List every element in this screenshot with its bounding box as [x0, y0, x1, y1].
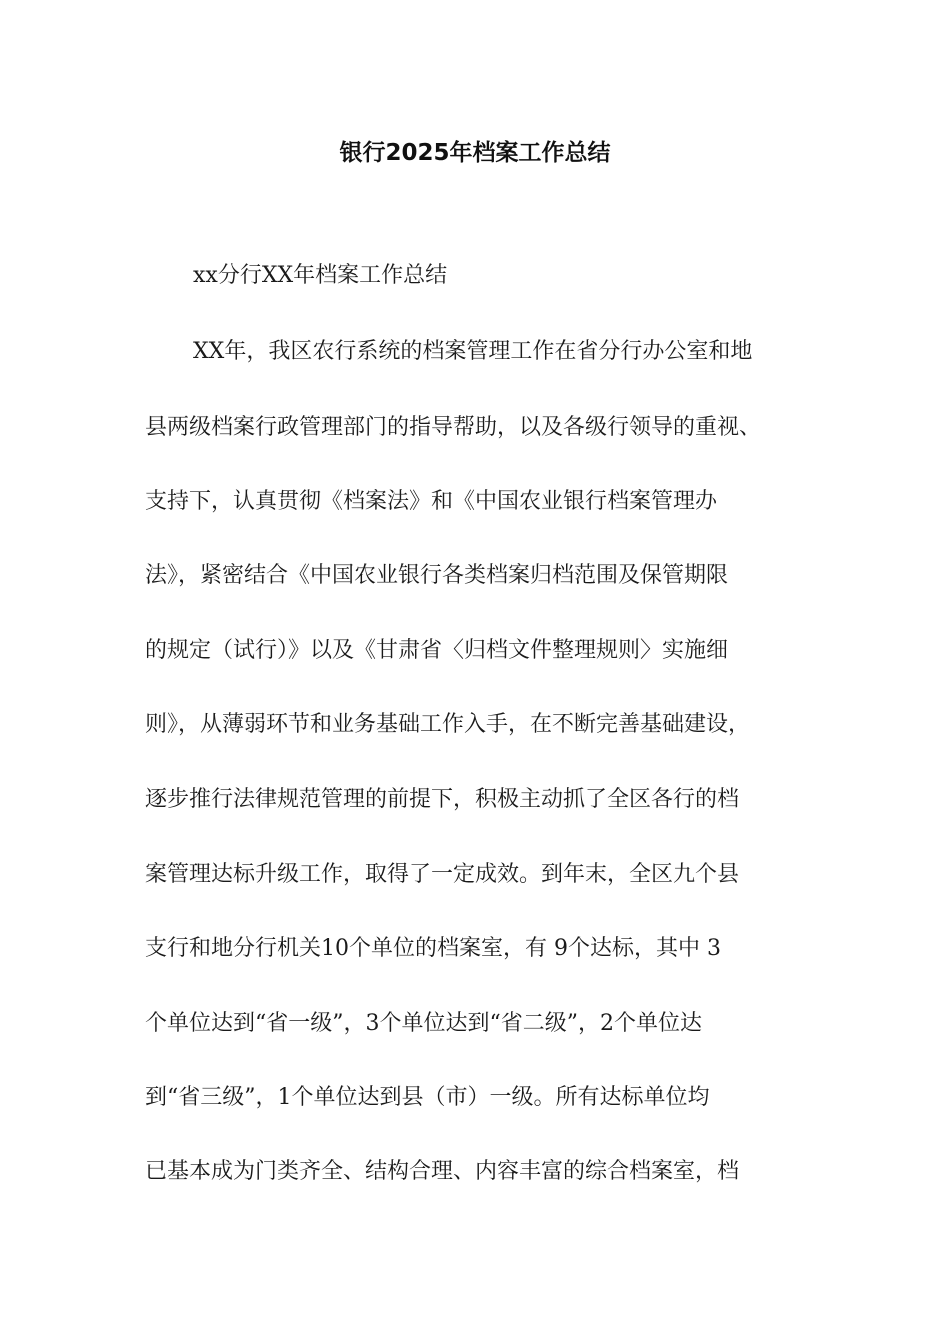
- body-line: 到“省三级”，1个单位达到县（市）一级。所有达标单位均: [145, 1085, 710, 1110]
- body-line: XX年，我区农行系统的档案管理工作在省分行办公室和地: [193, 339, 753, 364]
- document-subtitle: xx分行XX年档案工作总结: [193, 263, 448, 288]
- body-line: 逐步推行法律规范管理的前提下，积极主动抓了全区各行的档: [145, 787, 740, 812]
- body-line: 案管理达标升级工作，取得了一定成效。到年末，全区九个县: [145, 862, 740, 887]
- body-line: 支行和地分行机关10个单位的档案室，有 9个达标，其中 3: [145, 936, 721, 961]
- body-line: 法》，紧密结合《中国农业银行各类档案归档范围及保管期限: [145, 563, 729, 588]
- document-title: 银行2025年档案工作总结: [339, 140, 611, 166]
- body-line: 县两级档案行政管理部门的指导帮助，以及各级行领导的重视、: [145, 415, 762, 440]
- body-line: 已基本成为门类齐全、结构合理、内容丰富的综合档案室，档: [145, 1159, 740, 1184]
- body-line: 个单位达到“省一级”，3个单位达到“省二级”，2个单位达: [145, 1011, 702, 1036]
- body-line: 的规定（试行）》以及《甘肃省〈归档文件整理规则〉实施细: [145, 638, 729, 663]
- body-line: 支持下，认真贯彻《档案法》和《中国农业银行档案管理办: [145, 489, 718, 514]
- body-line: 则》，从薄弱环节和业务基础工作入手，在不断完善基础建设，: [145, 712, 751, 737]
